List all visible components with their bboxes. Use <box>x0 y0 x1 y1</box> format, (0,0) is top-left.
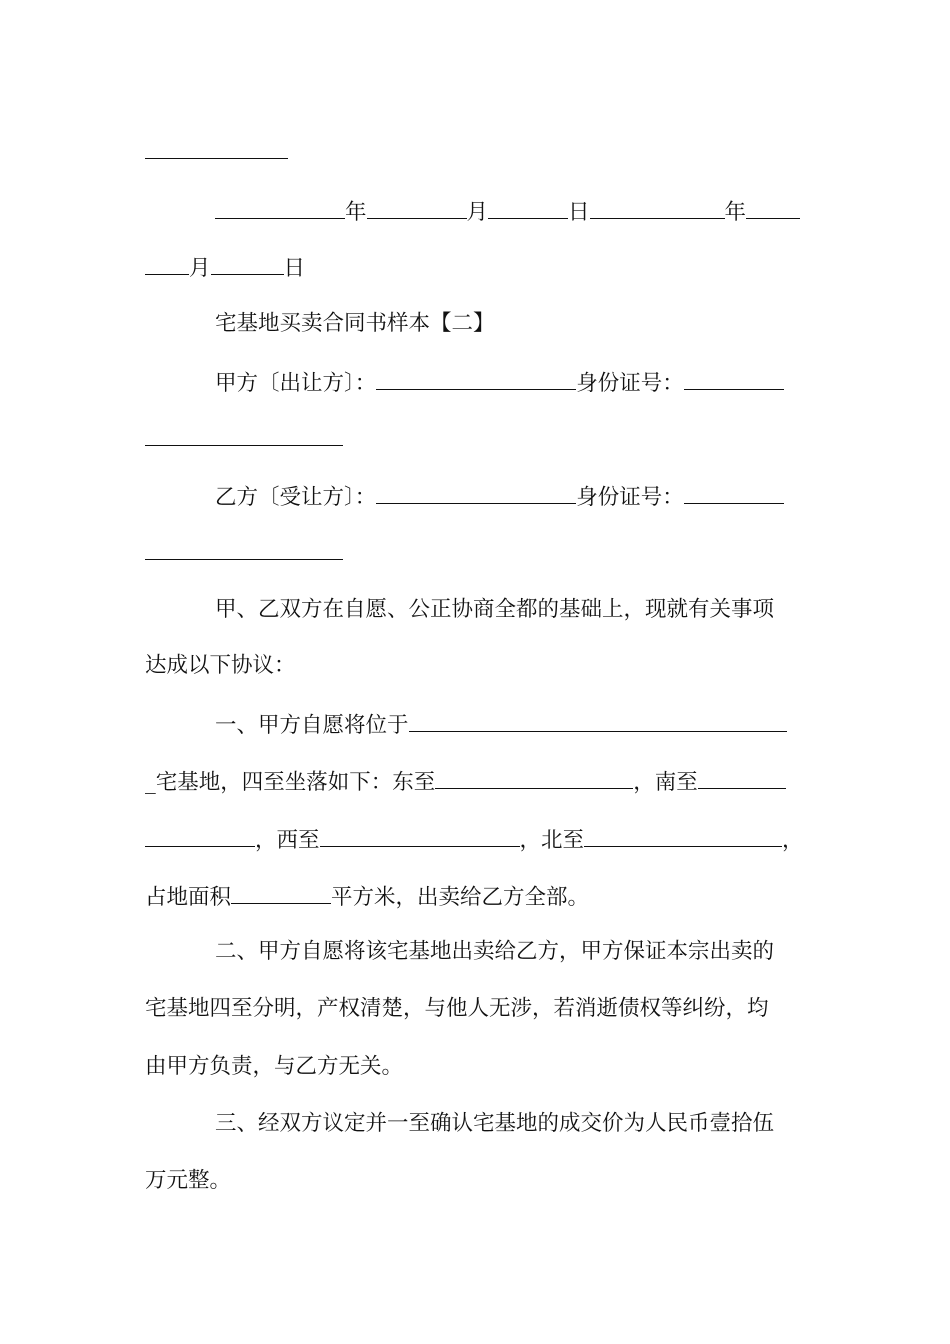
party-a-label: 甲方〔出让方〕： <box>215 371 377 396</box>
id-number-label: 身份证号： <box>576 485 684 510</box>
blank-south <box>145 824 255 847</box>
blank-month <box>367 196 467 219</box>
clause-1-text: 一、甲方自愿将位于 <box>215 713 409 738</box>
blank-south <box>698 766 786 789</box>
party-a-line <box>215 367 784 398</box>
blank-north <box>584 824 782 847</box>
paragraph-line: 三、经双方议定并一至确认宅基地的成交价为人民币壹拾伍 <box>215 1111 775 1136</box>
blank-id <box>684 481 784 504</box>
party-b-label: 乙方〔受让方〕： <box>215 485 377 510</box>
date-day-label: 日 <box>283 256 306 281</box>
blank-location <box>409 709 787 732</box>
blank-east <box>435 766 633 789</box>
blank-id <box>684 367 784 390</box>
date-year-label: 年 <box>724 200 747 225</box>
clause-1-line-4 <box>145 881 589 912</box>
blank-name <box>376 367 576 390</box>
blank-area <box>231 881 331 904</box>
paragraph-line: 由甲方负责，与乙方无关。 <box>145 1054 404 1079</box>
blank-west <box>320 824 520 847</box>
blank-year <box>215 196 345 219</box>
clause-1-line-2 <box>145 766 786 797</box>
date-year-label: 年 <box>345 200 367 225</box>
paragraph-line: 宅基地四至分明，产权清楚，与他人无涉，若消逝债权等纠纷，均 <box>145 996 769 1021</box>
blank-day <box>488 196 568 219</box>
clause-1-line-3 <box>145 824 804 855</box>
blank-name <box>376 481 576 504</box>
clause-1-line-1 <box>215 709 787 740</box>
blank-day <box>211 252 284 275</box>
paragraph-line: 达成以下协议： <box>145 653 296 678</box>
clause-1-text: 平方米，出卖给乙方全部。 <box>331 885 590 910</box>
clause-1-text: ， <box>782 828 804 853</box>
blank-line <box>145 158 288 159</box>
document-title: 宅基地买卖合同书样本【二】 <box>215 311 495 336</box>
blank-line <box>145 445 343 446</box>
clause-1-text: 占地面积 <box>145 885 232 910</box>
paragraph-line: 万元整。 <box>145 1168 232 1193</box>
clause-1-text: ，南至 <box>633 770 698 795</box>
blank-year <box>590 196 725 219</box>
date-line-2 <box>145 252 305 283</box>
blank-line <box>145 559 343 560</box>
party-b-line <box>215 481 784 512</box>
clause-1-text: _宅基地，四至坐落如下：东至 <box>145 770 436 795</box>
paragraph-line: 二、甲方自愿将该宅基地出卖给乙方，甲方保证本宗出卖的 <box>215 939 775 964</box>
paragraph-line: 甲、乙双方在自愿、公正协商全都的基础上，现就有关事项 <box>215 597 775 622</box>
clause-1-text: ，北至 <box>519 828 585 853</box>
blank-month <box>746 196 800 219</box>
date-month-label: 月 <box>189 256 211 281</box>
id-number-label: 身份证号： <box>576 371 684 396</box>
clause-1-text: ，西至 <box>255 828 320 853</box>
date-line-1 <box>215 196 800 227</box>
date-month-label: 月 <box>466 200 489 225</box>
blank-month <box>145 252 189 275</box>
date-day-label: 日 <box>568 200 590 225</box>
